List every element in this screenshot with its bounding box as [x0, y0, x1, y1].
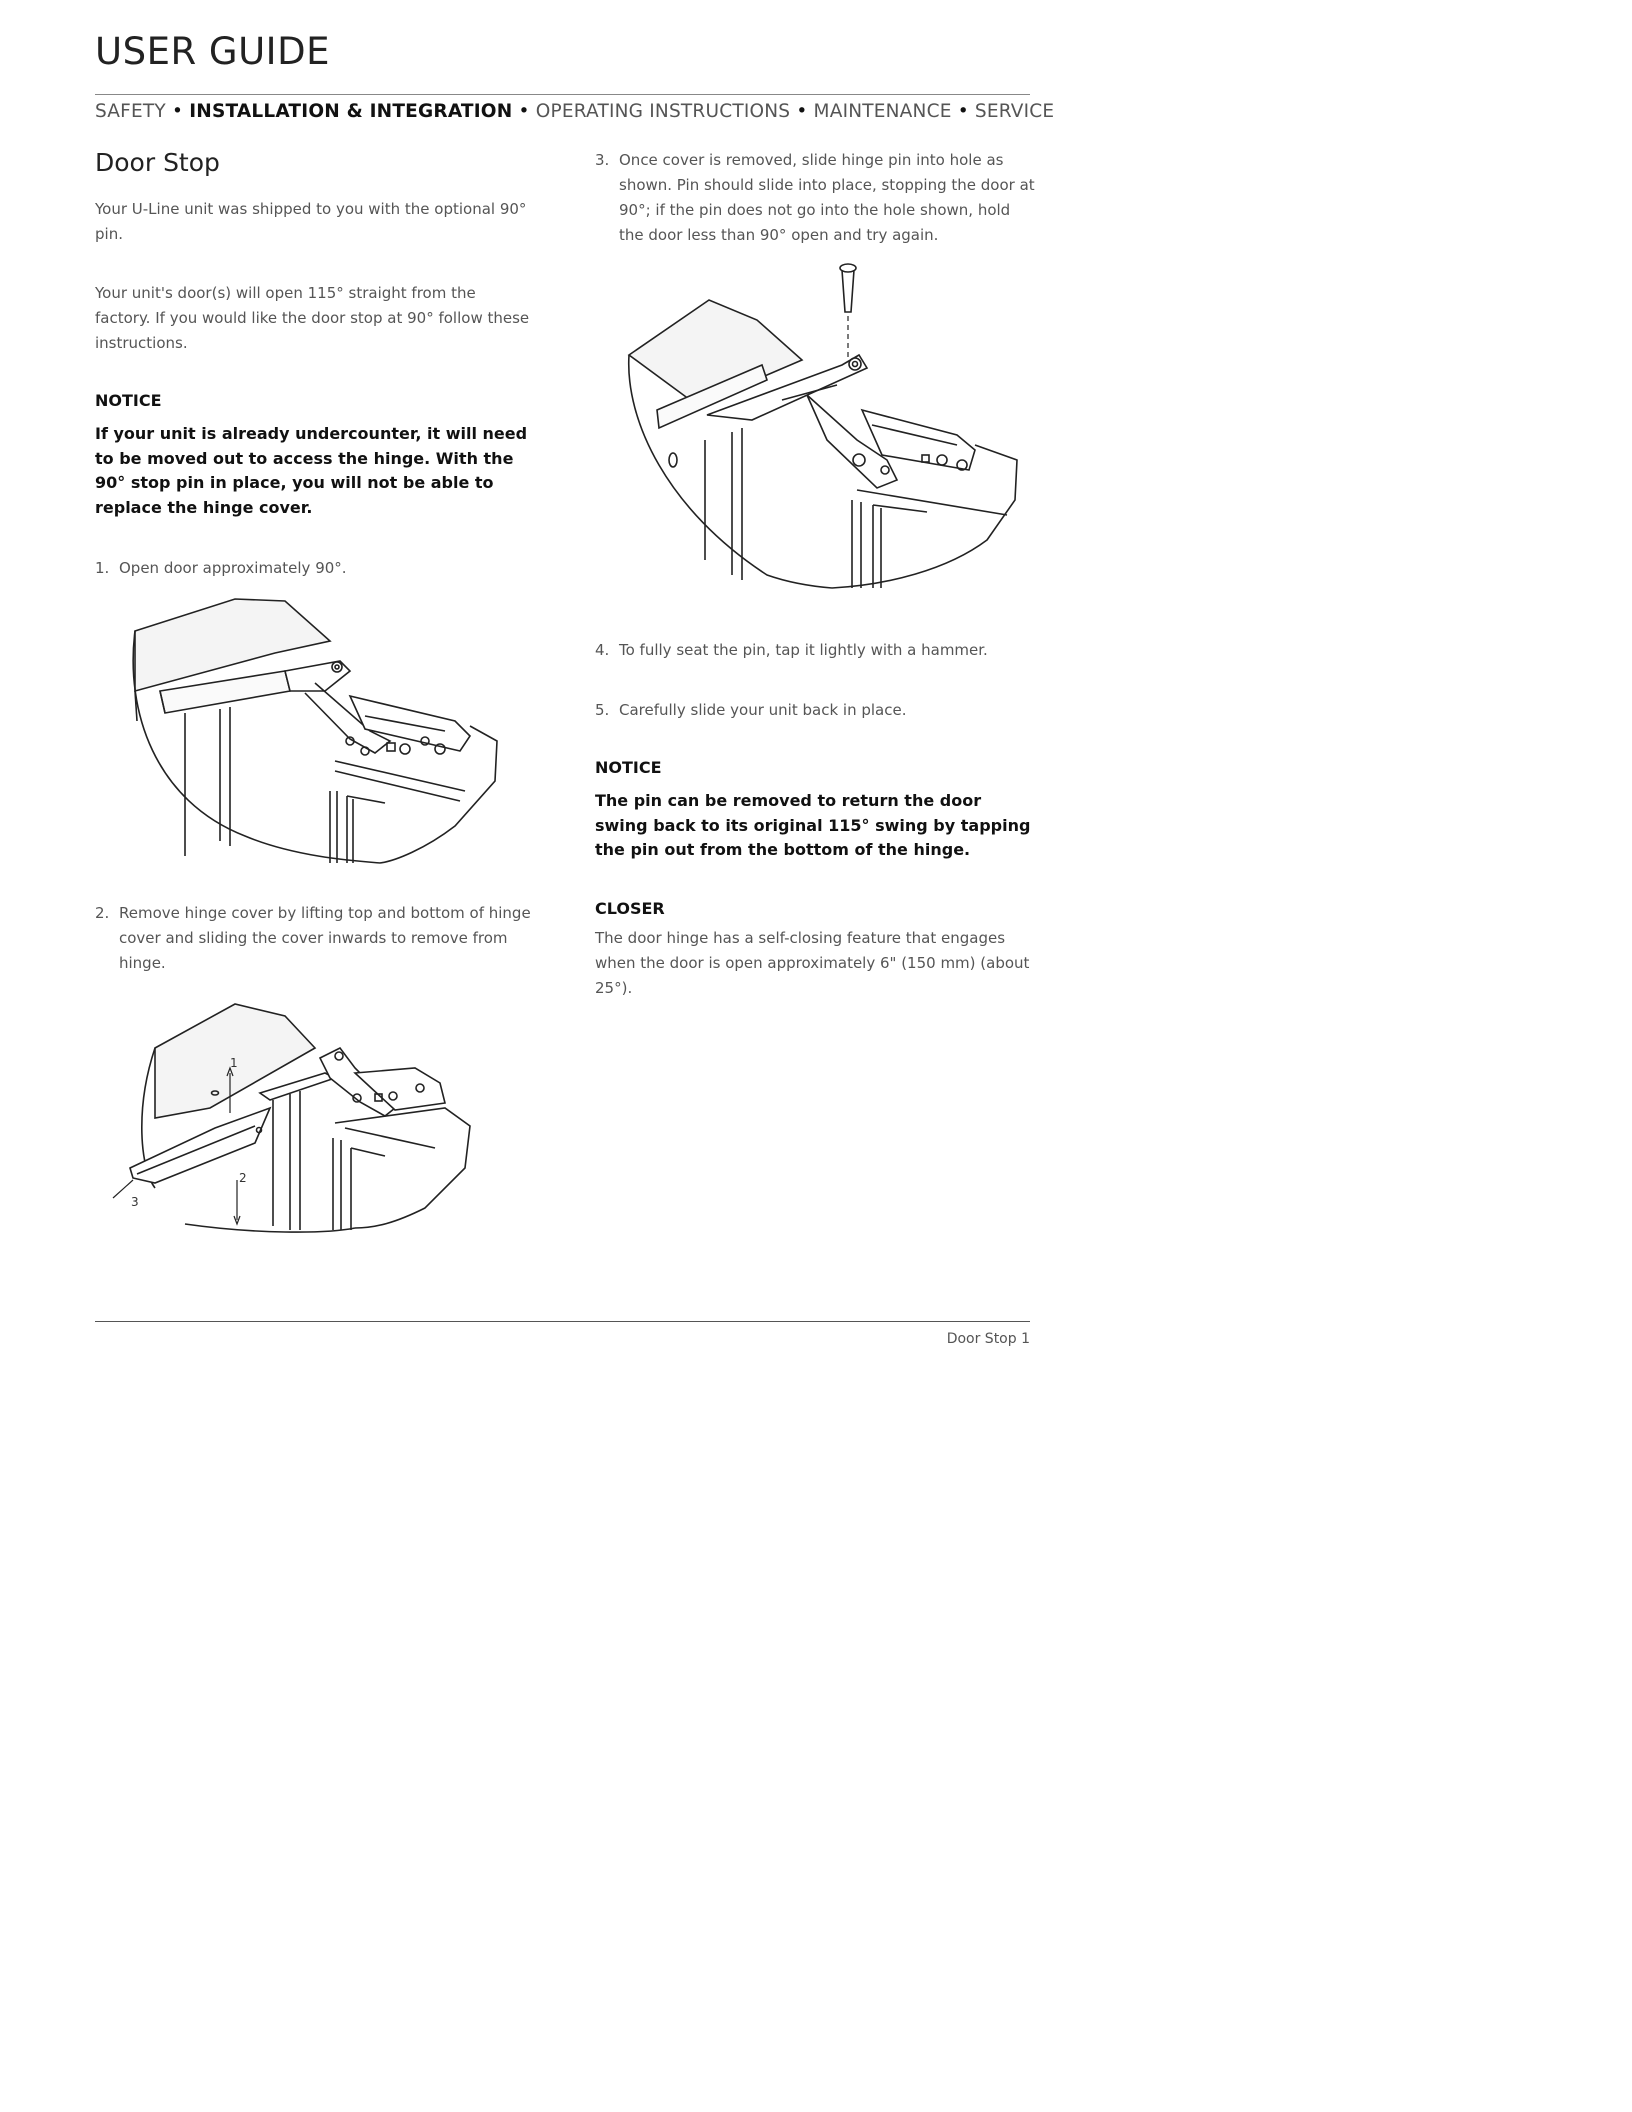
- step-text: Open door approximately 90°.: [119, 559, 347, 577]
- figure-insert-pin: [627, 260, 1035, 590]
- section-title: Door Stop: [95, 148, 220, 177]
- step-3: [595, 148, 1035, 248]
- nav-separator: •: [796, 101, 808, 122]
- section-nav: [95, 101, 1055, 122]
- nav-separator: •: [171, 101, 184, 122]
- step-number: 1.: [95, 559, 110, 577]
- figure-remove-cover: [95, 998, 535, 1238]
- nav-item-maintenance[interactable]: MAINTENANCE: [813, 101, 952, 122]
- nav-item-safety[interactable]: SAFETY: [95, 101, 166, 122]
- step-number: 2.: [95, 904, 110, 922]
- intro-paragraph: Your U-Line unit was shipped to you with the optional 90° pin.: [95, 200, 527, 243]
- step-number: 4.: [595, 641, 610, 659]
- step-number: 3.: [595, 151, 610, 169]
- notice-heading: NOTICE: [95, 391, 162, 410]
- factory-paragraph: Your unit's door(s) will open 115° straight from the factory. If you would like the door stop at 90° follow these instructions.: [95, 284, 530, 352]
- notice-text: If your unit is already undercounter, it will need to be moved out to access the hinge. With the 90° stop pin in place, you will not be able to replace the hinge cover.: [95, 424, 528, 517]
- nav-item-installation[interactable]: INSTALLATION & INTEGRATION: [189, 101, 513, 122]
- step-5: [595, 698, 1035, 723]
- callout-2: 2: [239, 1171, 247, 1185]
- footer-divider: [95, 1321, 1030, 1322]
- right-column: [595, 148, 1035, 1001]
- page-footer: Door Stop 1: [946, 1331, 1030, 1347]
- step-number: 5.: [595, 701, 610, 719]
- figure-open-door: [125, 591, 535, 871]
- notice-text: The pin can be removed to return the door swing back to its original 115° swing by tapping the pin out from the bottom of the hinge.: [595, 791, 1031, 859]
- callout-1: 1: [230, 1056, 238, 1070]
- step-text: Carefully slide your unit back in place.: [619, 701, 907, 719]
- left-column: [95, 148, 535, 1238]
- step-4: [595, 638, 1035, 663]
- step-text: To fully seat the pin, tap it lightly with a hammer.: [619, 641, 988, 659]
- step-1: [95, 556, 535, 581]
- callout-3: 3: [131, 1195, 139, 1209]
- nav-item-operating[interactable]: OPERATING INSTRUCTIONS: [535, 101, 791, 122]
- step-text: Once cover is removed, slide hinge pin into hole as shown. Pin should slide into place, stopping the door at 90°; if the pin does not go into the hole shown, hold the door less than 90° open and try again.: [619, 151, 1035, 244]
- closer-text: The door hinge has a self-closing feature that engages when the door is open approximately 6" (150 mm) (about 25°).: [595, 928, 1030, 997]
- nav-separator: •: [518, 101, 530, 122]
- nav-item-service[interactable]: SERVICE: [974, 101, 1055, 122]
- step-text: Remove hinge cover by lifting top and bottom of hinge cover and sliding the cover inwards to remove from hinge.: [119, 904, 531, 972]
- closer-heading: CLOSER: [595, 898, 665, 918]
- nav-separator: •: [957, 101, 969, 122]
- step-2: [95, 901, 535, 976]
- page-title: USER GUIDE: [95, 30, 330, 73]
- header-divider: [95, 94, 1030, 95]
- notice-heading: NOTICE: [595, 758, 662, 777]
